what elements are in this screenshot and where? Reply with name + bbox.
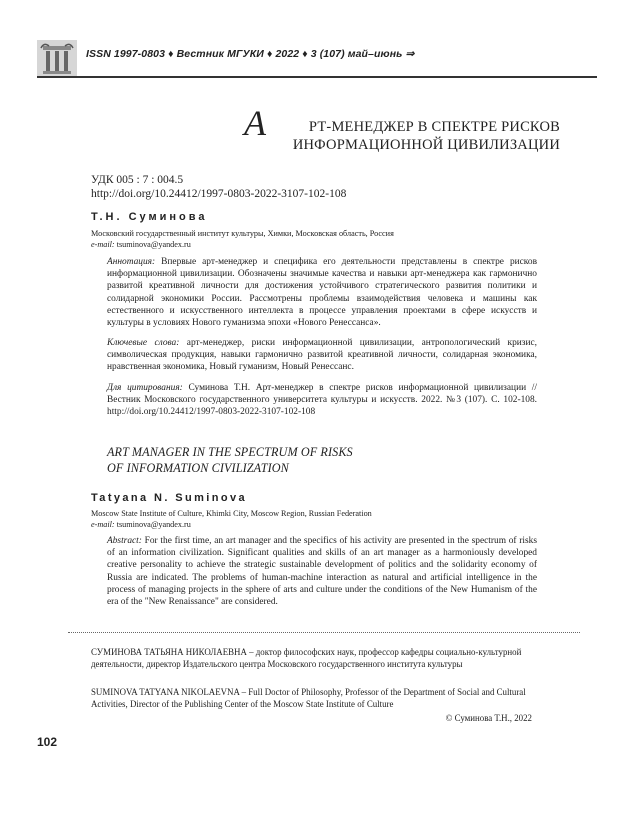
bio-text-ru: – доктор философских наук, профессор кафедры социально-культурной деятельности, директор Издательского центра Московского государственного института культуры: [91, 647, 522, 669]
abstract-en-label: Abstract:: [107, 536, 142, 546]
separator: ♦: [266, 48, 273, 60]
keywords-ru: [107, 337, 537, 374]
journal-issue: 3 (107) май–июнь: [310, 48, 403, 60]
article-title-ru: [244, 103, 560, 154]
abstract-text: Впервые арт-менеджер и специфика его деятельности представлены в спектре рисков информационной цивилизации. Обозначены значимые качества и навыки арт-менеджера как гармонично развитой креативной личности для достижения устойчивого стратегического развития политики и солидарной экономики России. Рассмотрены проблемы взаимодействия человека и машины как естественного и искусственного интеллекта в процессе управления проектами в сфере искусств и культуры в условиях Нового гуманизма эпохи «Нового Ренессанса».: [107, 257, 538, 329]
affiliation-text-en: Moscow State Institute of Culture, Khimki City, Moscow Region, Russian Federation: [91, 509, 372, 518]
abstract-ru: [107, 256, 537, 329]
abstract-en: [107, 535, 537, 608]
bio-name-ru: СУМИНОВА ТАТЬЯНА НИКОЛАЕВНА: [91, 647, 247, 657]
title-en-line-2: OF INFORMATION CIVILIZATION: [107, 461, 289, 475]
keywords-label: Ключевые слова:: [107, 338, 180, 348]
bio-name-en: SUMINOVA TATYANA NIKOLAEVNA: [91, 687, 240, 697]
issn: ISSN 1997-0803: [86, 48, 166, 60]
author-affiliation-en: [91, 509, 372, 530]
title-en-line-1: ART MANAGER IN THE SPECTRUM OF RISKS: [107, 445, 353, 459]
udc-code: УДК 005 : 7 : 004.5: [91, 174, 184, 186]
separator: ♦: [302, 48, 308, 60]
citation-block: [107, 382, 537, 419]
title-initial-letter: А: [244, 103, 266, 143]
keywords-text: арт-менеджер, риски информационной цивилизации, антропологический кризис, символическая продукция, навыки гармонично развитой креативной личности, солидарная экономика, нравственная экономика, Новый гуманизм, Новый Ренессанс.: [107, 338, 538, 373]
header-rule: [37, 76, 597, 78]
affiliation-text: Московский государственный институт культуры, Химки, Московская область, Россия: [91, 229, 394, 238]
title-line-1: РТ-МЕНЕДЖЕР В СПЕКТРЕ РИСКОВ: [308, 119, 560, 135]
article-title-en: [107, 444, 353, 476]
citation-text: Суминова Т.Н. Арт-менеджер в спектре рисков информационной цивилизации // Вестник Московского государственного университета культуры и искусств. 2022. №3 (107). С. 102-108. http://doi.org/10.24412/1997-0803-2022-3107-102-108: [107, 383, 537, 418]
title-line-2: ИНФОРМАЦИОННОЙ ЦИВИЛИЗАЦИИ: [292, 137, 560, 153]
doi-link[interactable]: http://doi.org/10.24412/1997-0803-2022-3107-102-108: [91, 188, 347, 200]
column-logo-icon: [37, 40, 77, 76]
citation-label: Для цитирования:: [107, 383, 183, 393]
journal-year: 2022: [275, 48, 300, 60]
abstract-label: Аннотация:: [107, 257, 156, 267]
email-label-en: e-mail:: [91, 519, 115, 529]
journal-name: Вестник МГУКИ: [176, 48, 264, 60]
page-number: 102: [37, 735, 58, 749]
author-name-ru: Т.Н. Суминова: [91, 211, 208, 223]
author-bio-en: [91, 686, 541, 710]
arrow-right-icon: ⇒: [405, 48, 415, 60]
email-label: e-mail:: [91, 239, 115, 249]
journal-header-text: [86, 48, 414, 60]
dotted-divider: [68, 632, 580, 633]
author-name-en: Tatyana N. Suminova: [91, 492, 248, 504]
bio-text-en: – Full Doctor of Philosophy, Professor of the Department of Social and Cultural Activities, Director of the Publishing Center of the Moscow State Institute of Culture: [91, 687, 526, 709]
author-email[interactable]: tsuminova@yandex.ru: [116, 239, 191, 249]
abstract-en-text: For the first time, an art manager and the specifics of his activity are presented in the spectrum of risks of an information civilization. Significant qualities and skills of an art manager as a harmoniously developed creative personality to achieve the strategic sustainable development of politics and the solidarity economy of Russia are indicated. The problems of human-machine interaction as natural and artificial intelligence in the process of managing projects in the sphere of arts and culture under the conditions of the New Humanism of the era of the "New Renaissance" are considered.: [107, 536, 537, 608]
separator: ♦: [168, 48, 174, 60]
udc-doi-block: [91, 173, 346, 201]
author-bio-ru: [91, 646, 541, 670]
author-affiliation-ru: [91, 229, 394, 250]
copyright-notice: © Суминова Т.Н., 2022: [445, 713, 532, 723]
author-email-en[interactable]: tsuminova@yandex.ru: [116, 519, 191, 529]
running-header: [37, 40, 597, 77]
